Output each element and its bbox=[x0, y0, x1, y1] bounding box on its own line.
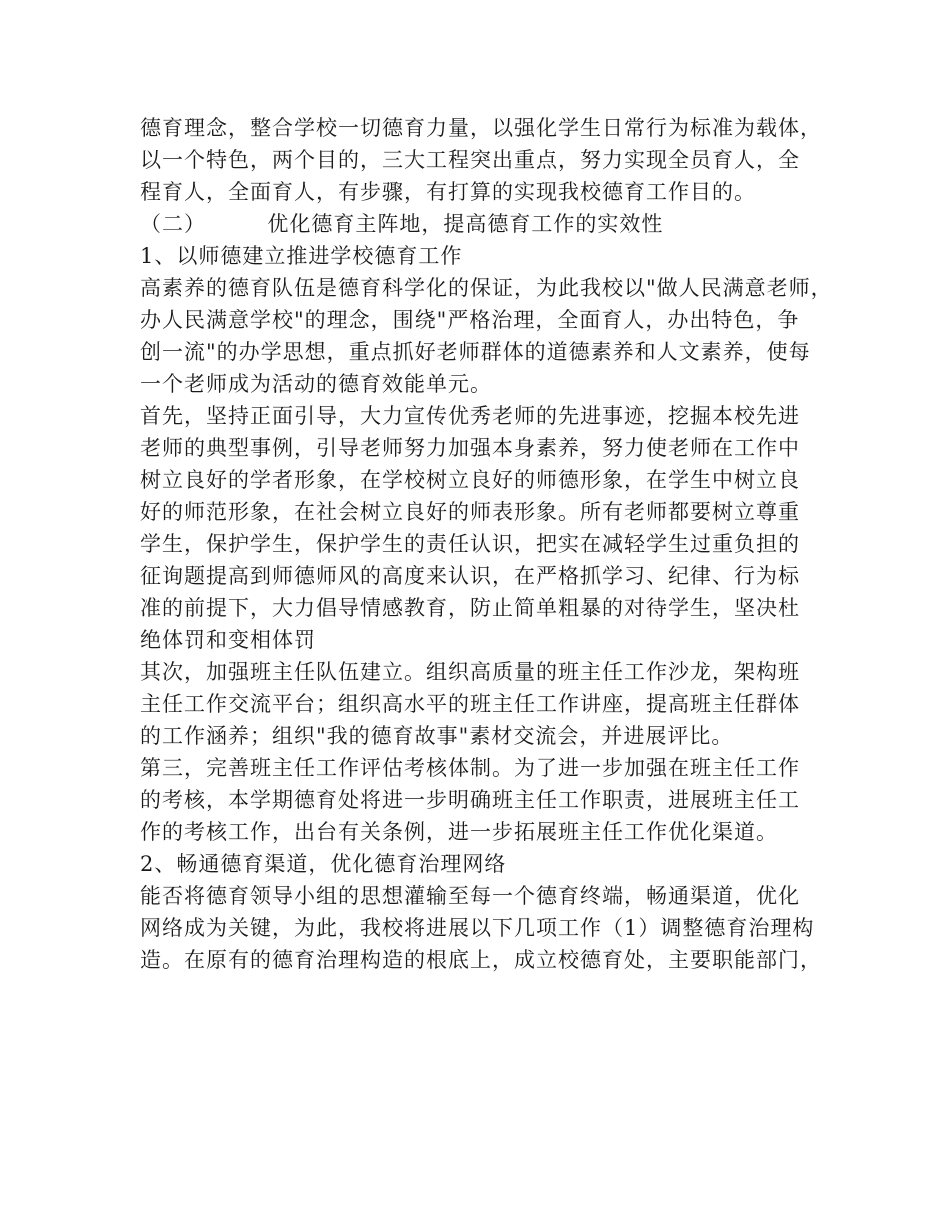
text-line: 学生，保护学生，保护学生的责任认识，把实在减轻学生过重负担的 bbox=[140, 532, 800, 556]
text-line: 树立良好的学者形象，在学校树立良好的师德形象，在学生中树立良 bbox=[140, 468, 800, 492]
text-line: 主任工作交流平台；组织高水平的班主任工作讲座，提高班主任群体 bbox=[140, 692, 800, 716]
text-line: 准的前提下，大力倡导情感教育，防止简单粗暴的对待学生，坚决杜 bbox=[140, 596, 800, 620]
text-line: 办人民满意学校"的理念，围绕"严格治理，全面育人，办出特色，争 bbox=[140, 308, 800, 332]
text-line: 德育理念，整合学校一切德育力量，以强化学生日常行为标准为载体， bbox=[140, 116, 822, 140]
text-line: 创一流"的办学思想，重点抓好老师群体的道德素养和人文素养，使每 bbox=[140, 340, 811, 364]
text-line: 程育人，全面育人，有步骤，有打算的实现我校德育工作目的。 bbox=[140, 180, 756, 204]
text-line: 一个老师成为活动的德育效能单元。 bbox=[140, 372, 492, 396]
text-line: 网络成为关键，为此，我校将进展以下几项工作（1）调整德育治理构 bbox=[140, 916, 815, 940]
text-line: 绝体罚和变相体罚 bbox=[140, 628, 316, 652]
text-line: 以一个特色，两个目的，三大工程突出重点，努力实现全员育人，全 bbox=[140, 148, 800, 172]
text-line: 其次，加强班主任队伍建立。组织高质量的班主任工作沙龙，架构班 bbox=[140, 660, 800, 684]
text-line: 首先，坚持正面引导，大力宣传优秀老师的先进事迹，挖掘本校先进 bbox=[140, 404, 800, 428]
text-line: 的工作涵养；组织"我的德育故事"素材交流会，并进展评比。 bbox=[140, 724, 734, 748]
text-line: 作的考核工作，出台有关条例，进一步拓展班主任工作优化渠道。 bbox=[140, 820, 778, 844]
text-line: 第三，完善班主任工作评估考核体制。为了进一步加强在班主任工作 bbox=[140, 756, 800, 780]
section-heading: （二） 优化德育主阵地，提高德育工作的实效性 bbox=[140, 212, 664, 236]
text-line: 好的师范形象，在社会树立良好的师表形象。所有老师都要树立尊重 bbox=[140, 500, 800, 524]
text-line: 老师的典型事例，引导老师努力加强本身素养，努力使老师在工作中 bbox=[140, 436, 800, 460]
document-body bbox=[140, 112, 840, 976]
text-line: 的考核，本学期德育处将进一步明确班主任工作职责，进展班主任工 bbox=[140, 788, 800, 812]
text-line: 造。在原有的德育治理构造的根底上，成立校德育处，主要职能部门， bbox=[140, 948, 822, 972]
subsection-heading: 2、畅通德育渠道，优化德育治理网络 bbox=[140, 852, 507, 876]
subsection-heading: 1、以师德建立推进学校德育工作 bbox=[140, 244, 463, 268]
text-line: 征询题提高到师德师风的高度来认识，在严格抓学习、纪律、行为标 bbox=[140, 564, 800, 588]
text-line: 能否将德育领导小组的思想灌输至每一个德育终端，畅通渠道，优化 bbox=[140, 884, 800, 908]
text-line: 高素养的德育队伍是德育科学化的保证，为此我校以"做人民满意老师， bbox=[140, 276, 833, 300]
